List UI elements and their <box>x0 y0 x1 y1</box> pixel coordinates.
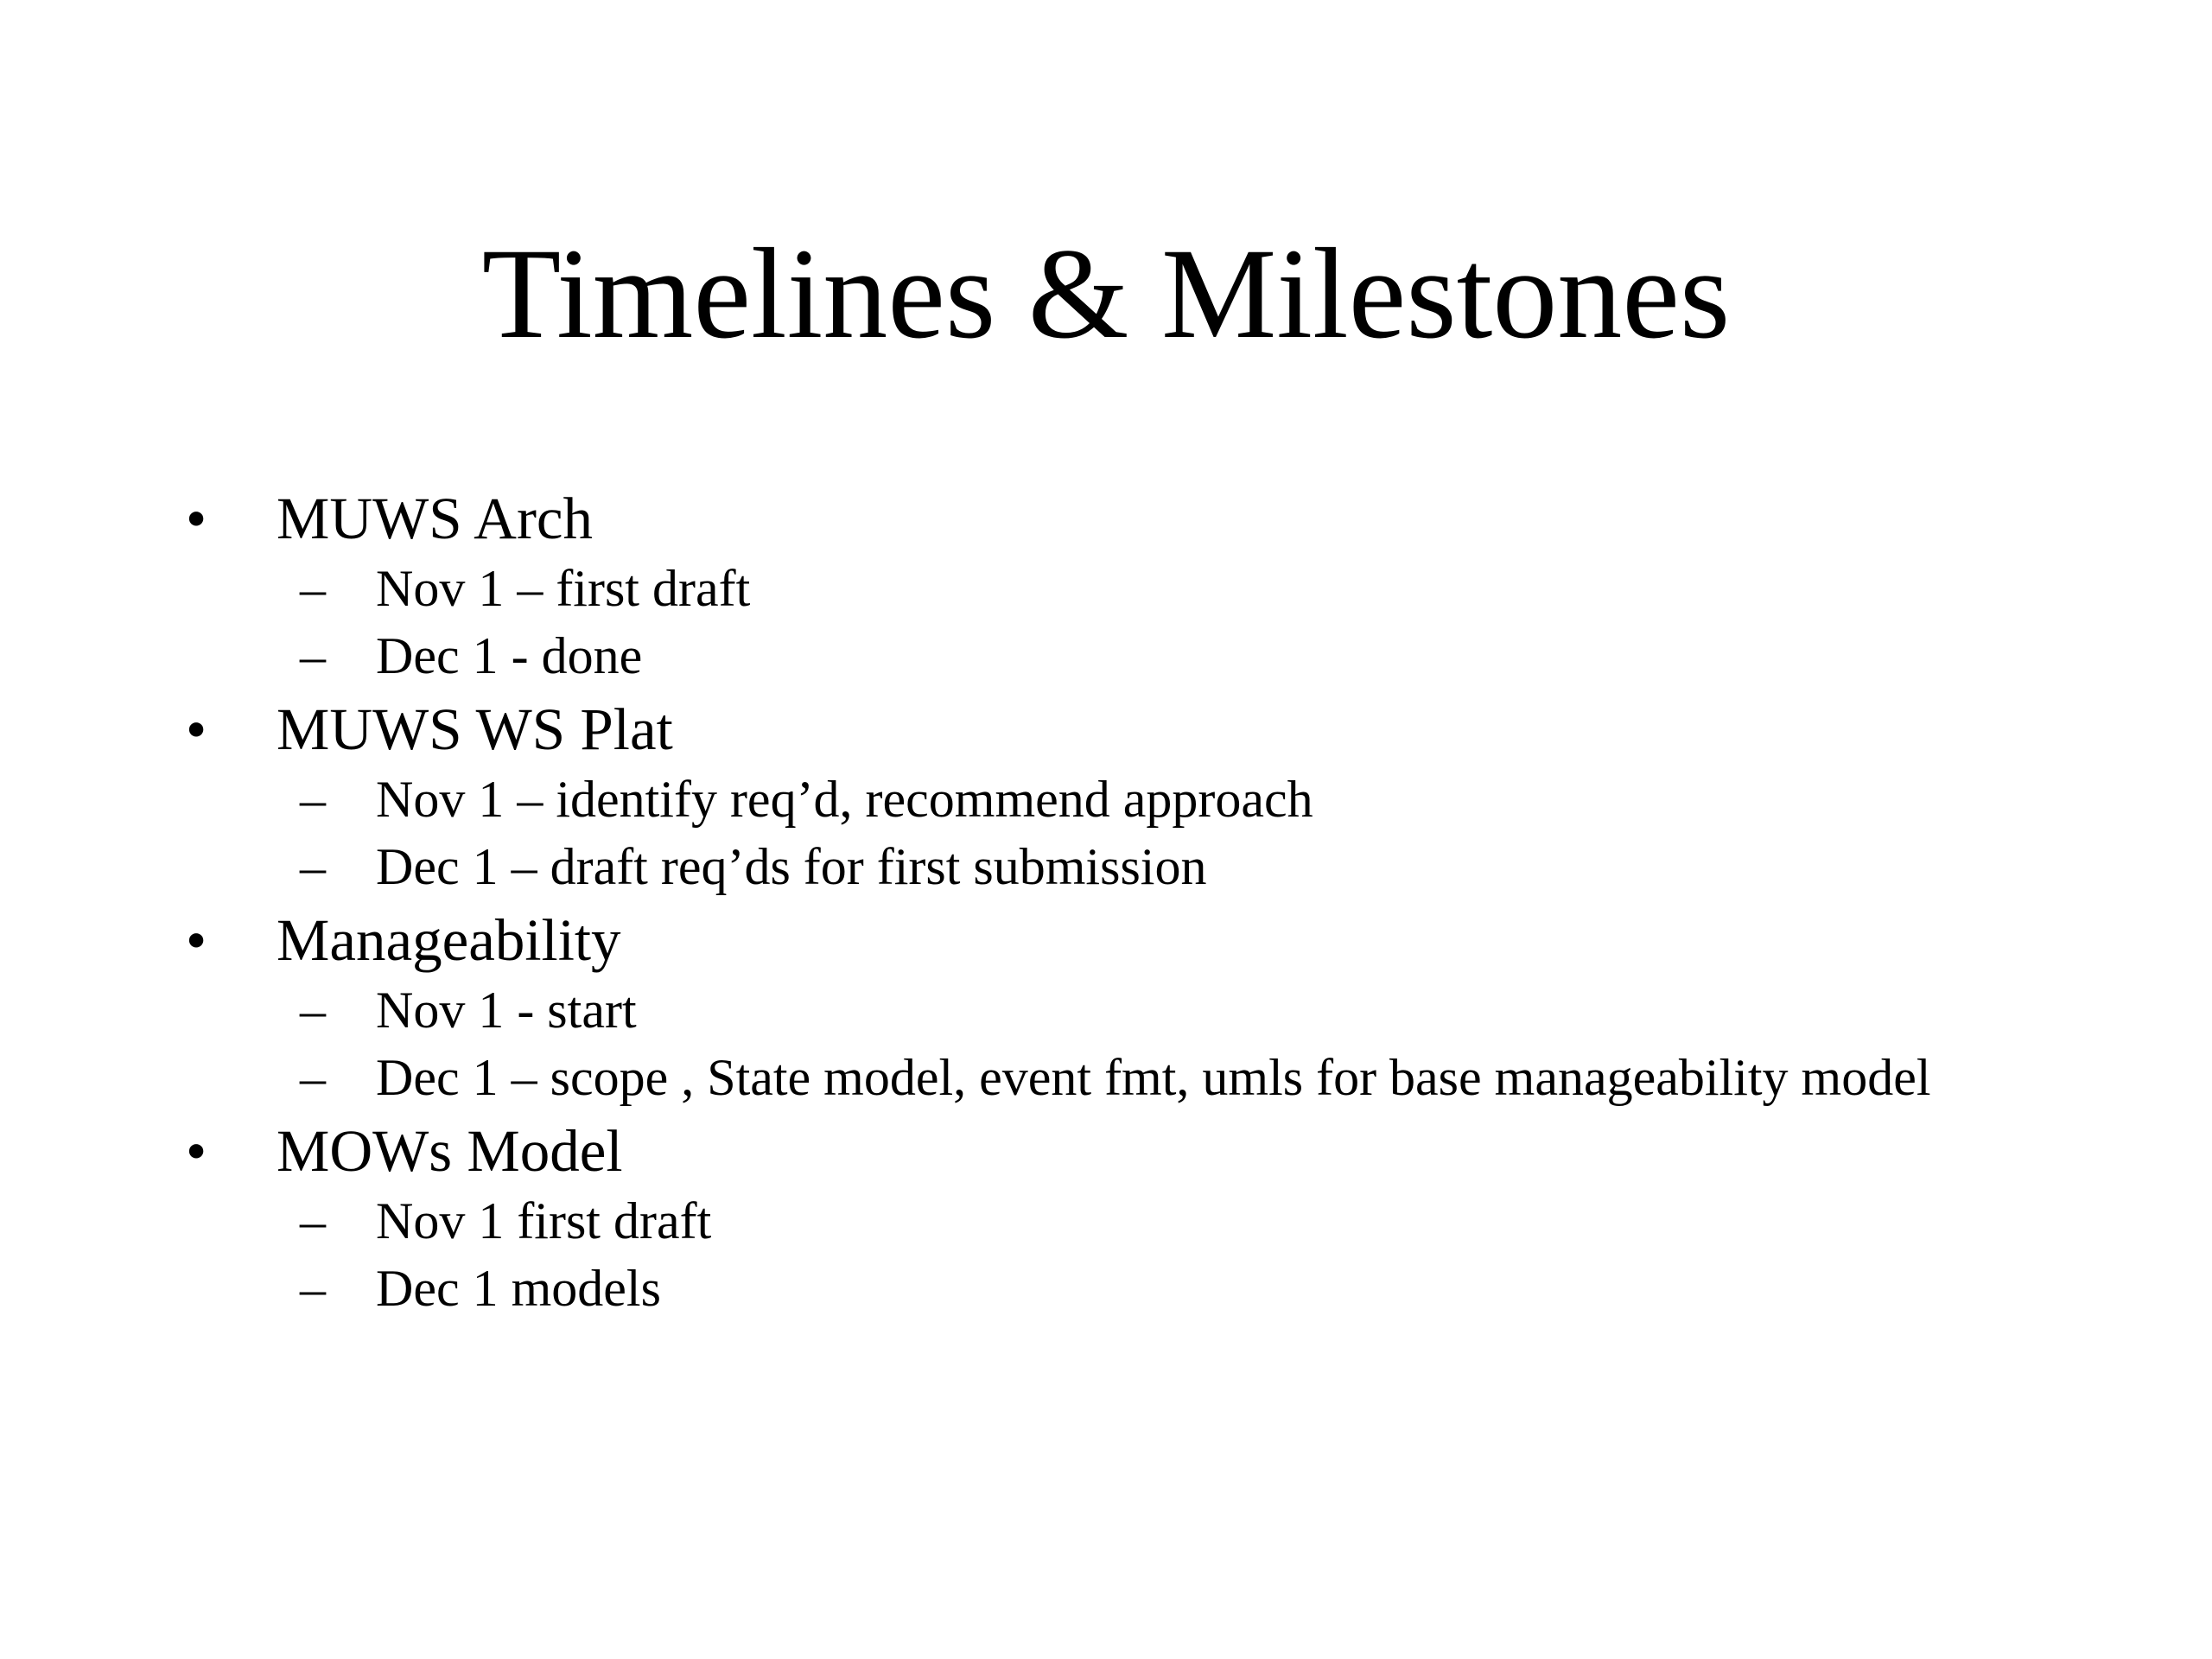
bullet-item-muws-arch <box>186 480 2000 683</box>
bullet-marker: • <box>186 907 207 973</box>
sub-item <box>186 1050 2000 1105</box>
sub-item-label: Nov 1 – identify req’d, recommend approach <box>376 771 1313 828</box>
sub-list <box>276 772 2000 894</box>
sub-item-label: Nov 1 first draft <box>376 1192 712 1249</box>
sub-list <box>276 561 2000 683</box>
sub-list <box>276 1193 2000 1316</box>
sub-marker: – <box>300 560 326 617</box>
sub-item <box>186 1261 2000 1316</box>
bullet-label: Manageability <box>276 907 621 973</box>
sub-marker: – <box>300 771 326 828</box>
sub-marker: – <box>300 1260 326 1317</box>
sub-item <box>186 561 2000 616</box>
sub-item-label: Dec 1 – draft req’ds for first submission <box>376 838 1207 895</box>
sub-marker: – <box>300 1192 326 1249</box>
sub-item <box>186 839 2000 894</box>
sub-item <box>186 772 2000 827</box>
sub-item <box>186 628 2000 683</box>
sub-item-label: Nov 1 – first draft <box>376 560 751 617</box>
bullet-marker: • <box>186 696 207 762</box>
sub-marker: – <box>300 982 326 1039</box>
bullet-label: MUWS Arch <box>276 486 594 551</box>
bullet-label: MOWs Model <box>276 1118 623 1184</box>
sub-item-label: Dec 1 models <box>376 1260 661 1317</box>
sub-item-label: Dec 1 – scope , State model, event fmt, umls for base manageability model <box>376 1049 1931 1106</box>
bullet-item-mows-model <box>186 1112 2000 1316</box>
bullet-label: MUWS WS Plat <box>276 696 673 762</box>
sub-marker: – <box>300 627 326 684</box>
bullet-item-manageability <box>186 901 2000 1105</box>
sub-marker: – <box>300 838 326 895</box>
slide-title: Timelines & Milestones <box>481 222 1731 365</box>
sub-item-label: Dec 1 - done <box>376 627 643 684</box>
bullet-list <box>186 480 2000 1316</box>
sub-item-label: Nov 1 - start <box>376 982 637 1039</box>
sub-item <box>186 982 2000 1038</box>
bullet-marker: • <box>186 1118 207 1184</box>
bullet-item-muws-ws-plat <box>186 690 2000 894</box>
sub-list <box>276 982 2000 1105</box>
bullet-marker: • <box>186 486 207 551</box>
sub-item <box>186 1193 2000 1249</box>
sub-marker: – <box>300 1049 326 1106</box>
